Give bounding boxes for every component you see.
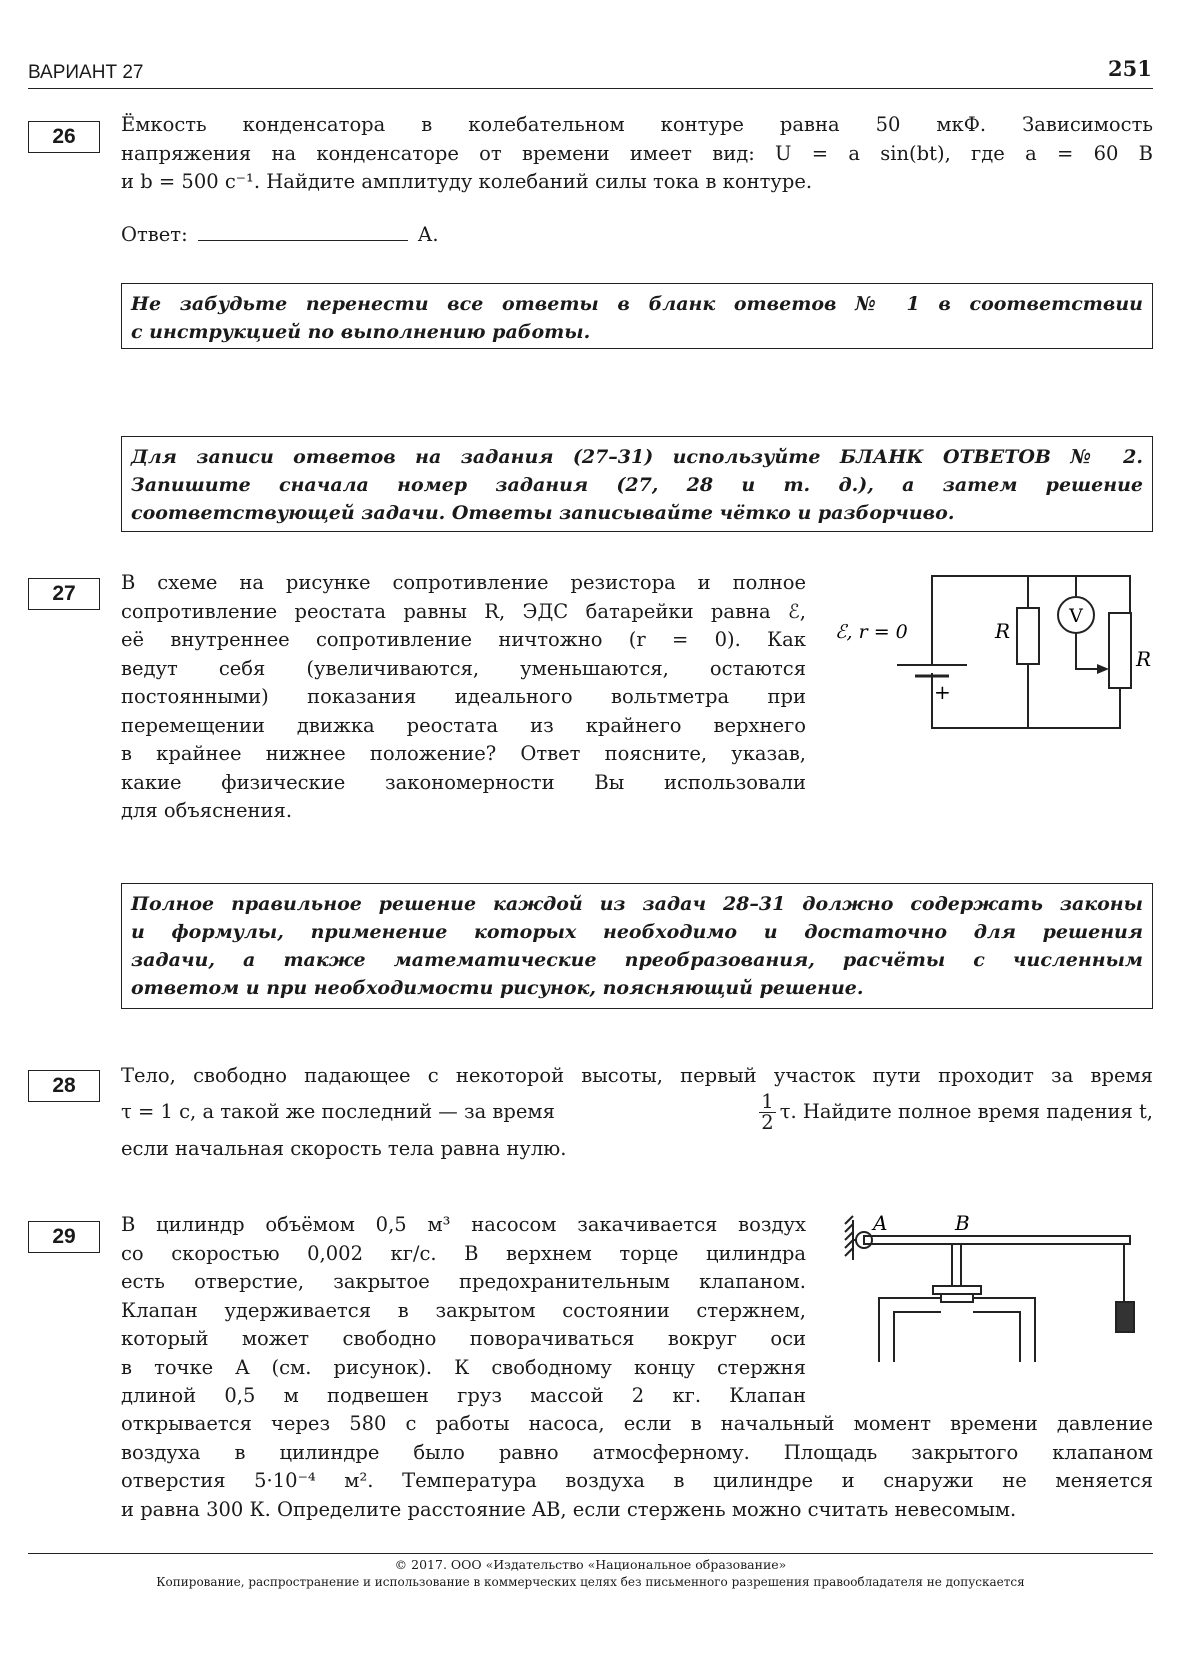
task-28-fraction-group xyxy=(755,1092,1153,1133)
rheostat xyxy=(1109,613,1131,688)
fraction-numerator: 1 xyxy=(761,1090,774,1113)
task-27-line: какие физические закономерности Вы использовали xyxy=(121,770,806,794)
task-28-text xyxy=(121,1062,1153,1163)
task-26-text xyxy=(121,111,1153,197)
page-number: 251 xyxy=(1108,56,1152,81)
task-29-line: в точке A (см. рисунок). К свободному концу стержня xyxy=(121,1355,806,1379)
notice-2-line-3: соответствующей задачи. Ответы записывайте чётко и разборчиво. xyxy=(131,502,955,524)
task-29-line: который может свободно поворачиваться вокруг оси xyxy=(121,1327,806,1350)
notice-1-line-2: с инструкцией по выполнению работы. xyxy=(131,321,591,343)
resistor-label: R xyxy=(995,619,1011,643)
wall-hatch xyxy=(845,1240,853,1248)
valve-plug xyxy=(941,1294,973,1302)
task-number-28: 28 xyxy=(28,1070,100,1102)
task-27-line: постоянными) показания идеального вольтметра при xyxy=(121,685,806,708)
task-27-line: В схеме на рисунке сопротивление резистора и полное xyxy=(121,571,806,594)
task-29-line: открывается через 580 с работы насоса, если в начальный момент времени давление xyxy=(121,1412,1153,1435)
cylinder-wall-left xyxy=(879,1298,941,1362)
notice-3-line-4: ответом и при необходимости рисунок, поясняющий решение. xyxy=(131,977,864,999)
task-28-line-2b: τ. Найдите полное время падения t, xyxy=(779,1100,1153,1124)
valve-lever-diagram xyxy=(835,1212,1155,1392)
task-27-line: сопротивление реостата равны R, ЭДС батарейки равна ℰ, xyxy=(121,599,806,623)
wall-hatch xyxy=(845,1216,853,1224)
task-27-line: в крайнее нижнее положение? Ответ поясните, указав, xyxy=(121,742,806,765)
slider-wire xyxy=(1076,633,1100,669)
notice-3-line-2: и формулы, применение которых необходимо и достаточно для решения xyxy=(131,921,1143,943)
task-29-line: отверстия 5·10⁻⁴ м². Температура воздуха в цилиндре и снаружи не меняется xyxy=(121,1469,1153,1492)
task-27-line: её внутреннее сопротивление ничтожно (r = 0). Как xyxy=(121,628,806,651)
task-26-line-3: и b = 500 с⁻¹. Найдите амплитуду колебаний силы тока в контуре. xyxy=(121,170,813,193)
fraction-one-half xyxy=(759,1092,775,1133)
task-27-text xyxy=(121,569,806,826)
task-29-text-wide xyxy=(121,1410,1153,1524)
task-27-line: для объяснения. xyxy=(121,799,293,822)
slider-arrow xyxy=(1097,664,1109,674)
header-rule xyxy=(28,88,1153,89)
fraction-denominator: 2 xyxy=(761,1111,774,1134)
lever-rod xyxy=(864,1236,1130,1244)
weight xyxy=(1116,1302,1134,1332)
task-29-line: длиной 0,5 м подвешен груз массой 2 кг. Клапан xyxy=(121,1384,806,1407)
label-a: A xyxy=(873,1212,888,1235)
cylinder-wall-left-inner xyxy=(894,1312,941,1362)
task-number-26: 26 xyxy=(28,121,100,153)
task-29-line: Клапан удерживается в закрытом состоянии стержнем, xyxy=(121,1298,806,1322)
circuit-diagram xyxy=(835,568,1155,738)
task-28-line-1: Тело, свободно падающее с некоторой высоты, первый участок пути проходит за время xyxy=(121,1064,1153,1087)
notice-1-line-1: Не забудьте перенести все ответы в бланк ответов № 1 в соответствии xyxy=(131,293,1143,315)
notice-full-solution xyxy=(121,883,1153,1009)
valve-plate xyxy=(933,1286,981,1294)
task-26-answer xyxy=(121,222,439,246)
task-29-line: и равна 300 К. Определите расстояние AB, если стержень можно считать невесомым. xyxy=(121,1497,1017,1521)
notice-3-line-1: Полное правильное решение каждой из задач 28–31 должно содержать законы xyxy=(131,893,1143,915)
cylinder-wall-right xyxy=(973,1298,1035,1362)
variant-title: ВАРИАНТ 27 xyxy=(28,62,144,83)
notice-transfer-answers xyxy=(121,283,1153,349)
task-29-line: есть отверстие, закрытое предохранительным клапаном. xyxy=(121,1270,806,1293)
wall-hatch xyxy=(845,1232,853,1240)
task-number-27: 27 xyxy=(28,578,100,610)
notice-answer-form-2 xyxy=(121,436,1153,532)
battery-plus: + xyxy=(934,680,951,704)
label-b: B xyxy=(955,1212,970,1235)
footer-rule xyxy=(28,1553,1153,1554)
task-29-text-narrow xyxy=(121,1211,806,1411)
answer-label: Ответ: xyxy=(121,223,188,246)
task-28-line-2a: τ = 1 с, а такой же последний — за время xyxy=(121,1100,555,1124)
voltmeter-label: V xyxy=(1069,605,1083,627)
task-29-line: В цилиндр объёмом 0,5 м³ насосом закачивается воздух xyxy=(121,1213,806,1236)
task-26-line-2: напряжения на конденсаторе от времени имеет вид: U = a sin(bt), где a = 60 В xyxy=(121,141,1153,165)
rheostat-label: R xyxy=(1136,647,1152,671)
notice-2-line-1: Для записи ответов на задания (27–31) используйте БЛАНК ОТВЕТОВ № 2. xyxy=(131,446,1143,468)
task-28-line-2 xyxy=(121,1091,1153,1135)
task-29-line: воздуха в цилиндре было равно атмосферному. Площадь закрытого клапаном xyxy=(121,1440,1153,1464)
resistor xyxy=(1017,608,1039,664)
task-28-line-3: если начальная скорость тела равна нулю. xyxy=(121,1136,567,1160)
emf-label: ℰ, r = 0 xyxy=(835,621,908,643)
cylinder-wall-right-inner xyxy=(973,1312,1020,1362)
answer-unit: А. xyxy=(417,223,439,246)
task-27-line: ведут себя (увеличиваются, уменьшаются, остаются xyxy=(121,656,806,680)
wall-hatch xyxy=(845,1248,853,1256)
answer-blank[interactable] xyxy=(198,222,408,241)
wall-hatch xyxy=(845,1224,853,1232)
task-27-line: перемещении движка реостата из крайнего верхнего xyxy=(121,713,806,737)
circuit-wire xyxy=(932,673,1120,728)
notice-3-line-3: задачи, а также математические преобразования, расчёты с численным xyxy=(131,949,1143,971)
task-29-line: со скоростью 0,002 кг/с. В верхнем торце цилиндра xyxy=(121,1241,806,1265)
footer-copyright: © 2017. ООО «Издательство «Национальное образование» xyxy=(394,1557,787,1572)
task-number-29: 29 xyxy=(28,1221,100,1253)
task-26-line-1: Ёмкость конденсатора в колебательном контуре равна 50 мкФ. Зависимость xyxy=(121,113,1153,136)
circuit-wire xyxy=(932,576,1130,665)
notice-2-line-2: Запишите сначала номер задания (27, 28 и т. д.), а затем решение xyxy=(131,474,1143,496)
footer-notice: Копирование, распространение и использование в коммерческих целях без письменного разрешения правообладателя не допускается xyxy=(156,1575,1025,1589)
